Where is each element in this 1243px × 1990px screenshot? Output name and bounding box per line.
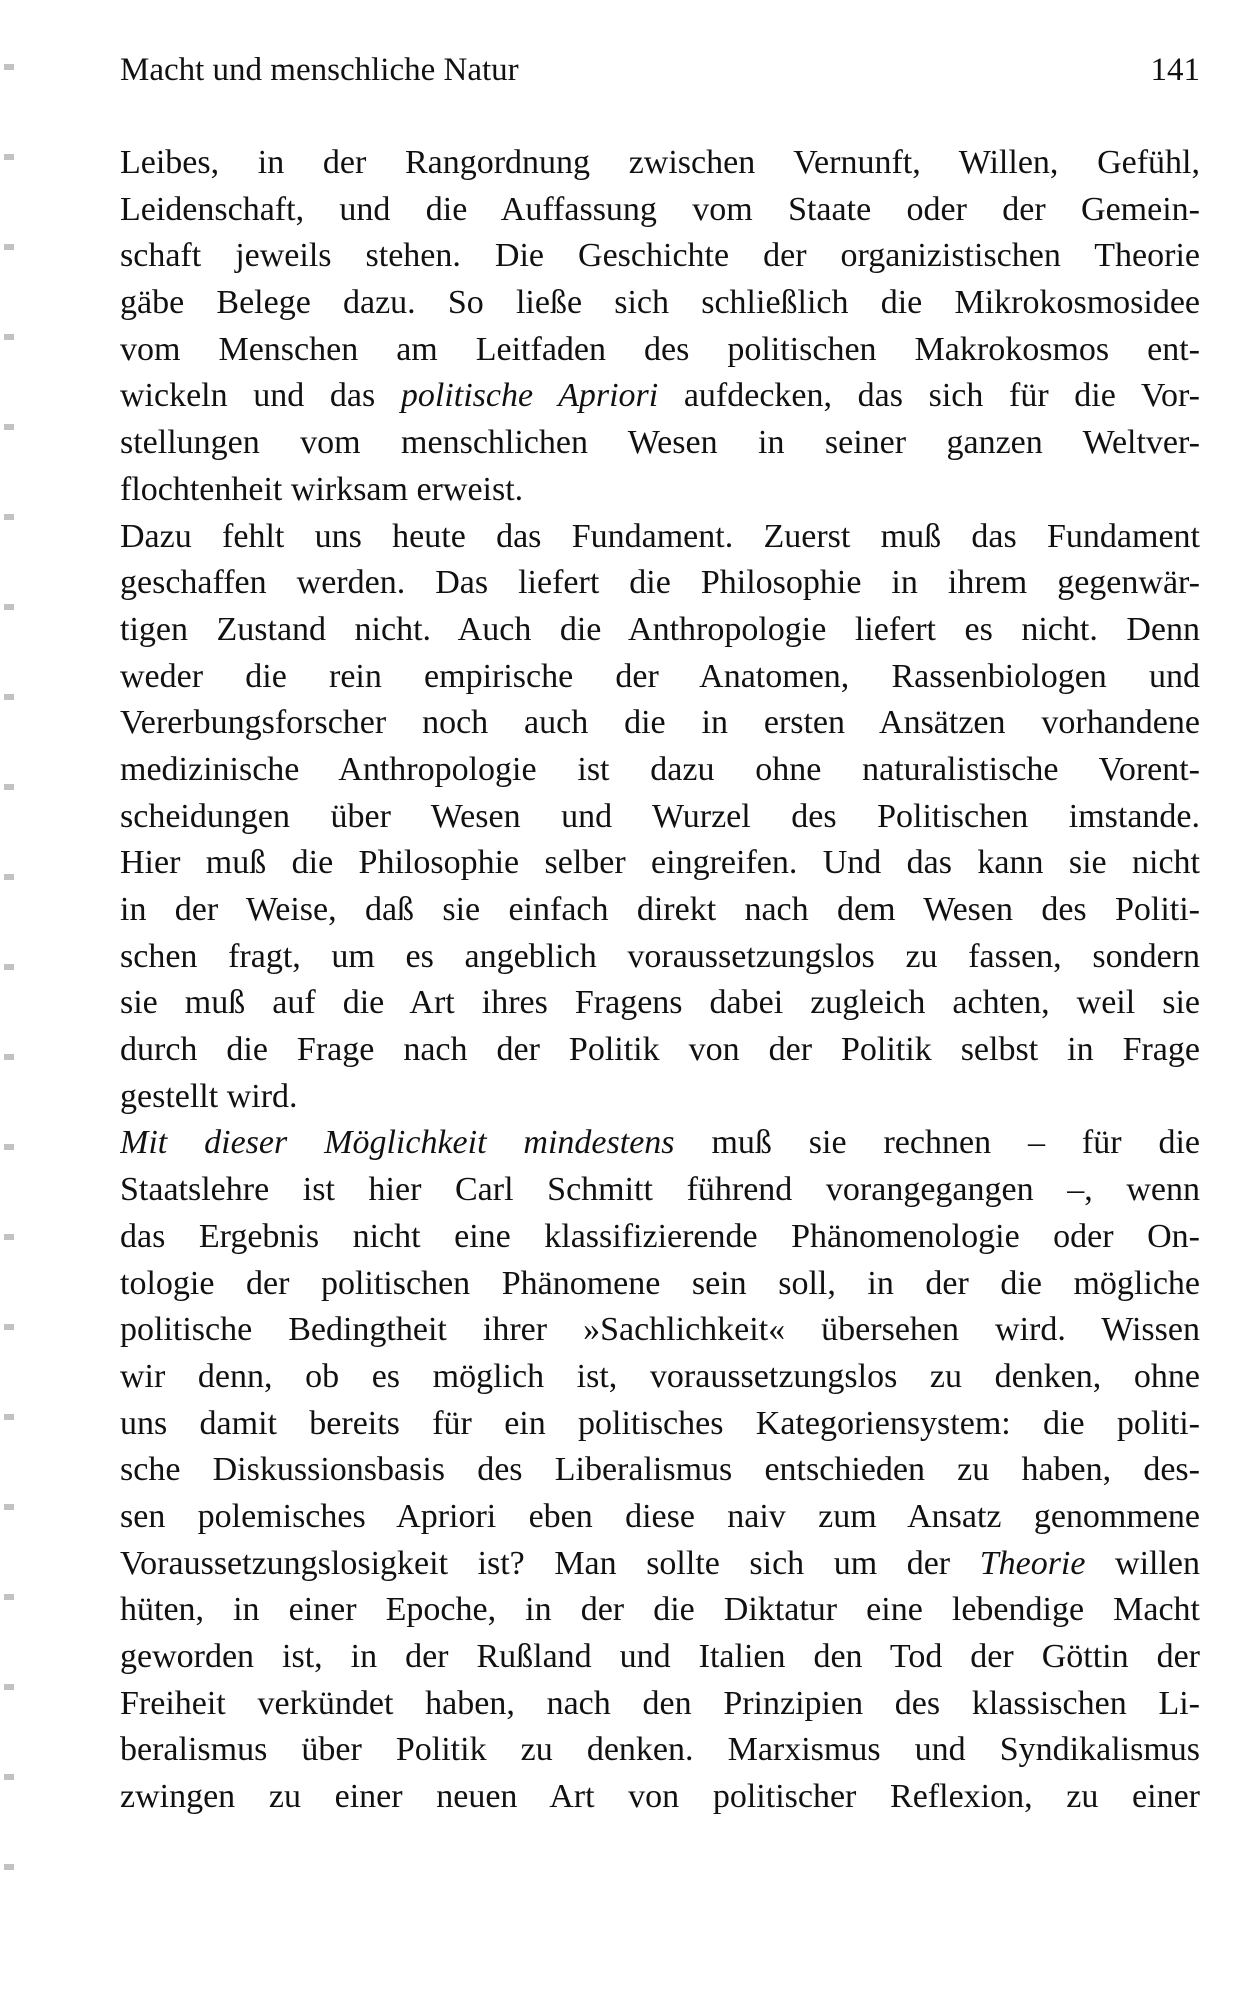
text-line: Staatslehre ist hier Carl Schmitt führend vorangegangen –, wenn	[120, 1171, 1200, 1209]
page-header	[120, 44, 1200, 96]
text-line	[120, 1541, 1200, 1588]
text-line: gäbe Belege dazu. So ließe sich schließlich die Mikrokosmosidee	[120, 284, 1200, 322]
emphasis-text: Mit dieser Möglichkeit mindestens	[120, 1124, 675, 1162]
text-line: zwingen zu einer neuen Art von politischer Reflexion, zu einer	[120, 1778, 1200, 1816]
text-line: Dazu fehlt uns heute das Fundament. Zuerst muß das Fundament	[120, 517, 1200, 555]
text-line: tigen Zustand nicht. Auch die Anthropologie liefert es nicht. Denn	[120, 610, 1200, 648]
page-number: 141	[1150, 52, 1200, 88]
text-segment: muß sie rechnen – für die	[674, 1124, 1200, 1162]
emphasis-text: politische Apriori	[400, 377, 659, 415]
text-line: Hier muß die Philosophie selber eingreifen. Und das kann sie nicht	[120, 844, 1200, 882]
text-line: geschaffen werden. Das liefert die Philosophie in ihrem gegenwär-	[120, 564, 1200, 602]
text-line: vom Menschen am Leitfaden des politischen Makrokosmos ent-	[120, 330, 1200, 368]
text-segment: wickeln und das	[120, 377, 401, 415]
text-line: wir denn, ob es möglich ist, voraussetzungslos zu denken, ohne	[120, 1357, 1200, 1395]
scan-margin-marks	[4, 30, 14, 1930]
text-line: schaft jeweils stehen. Die Geschichte der organizistischen Theorie	[120, 237, 1200, 275]
text-line: flochtenheit wirksam erweist.	[120, 470, 524, 508]
text-line: sche Diskussionsbasis des Liberalismus entschieden zu haben, des-	[120, 1451, 1200, 1489]
text-line: schen fragt, um es angeblich voraussetzungslos zu fassen, sondern	[120, 937, 1200, 975]
body-text	[120, 140, 1200, 1821]
text-line: beralismus über Politik zu denken. Marxismus und Syndikalismus	[120, 1731, 1200, 1769]
text-line: medizinische Anthropologie ist dazu ohne naturalistische Vorent-	[120, 750, 1200, 788]
text-segment: willen	[1085, 1544, 1200, 1582]
text-line: Freiheit verkündet haben, nach den Prinzipien des klassischen Li-	[120, 1684, 1200, 1722]
text-line	[120, 373, 1200, 420]
text-line: stellungen vom menschlichen Wesen in seiner ganzen Weltver-	[120, 424, 1200, 462]
running-head: Macht und menschliche Natur	[120, 52, 519, 88]
text-line: scheidungen über Wesen und Wurzel des Politischen imstande.	[120, 797, 1200, 835]
text-line: das Ergebnis nicht eine klassifizierende Phänomenologie oder On-	[120, 1217, 1200, 1255]
text-line: gestellt wird.	[120, 1077, 298, 1115]
text-line	[120, 1120, 1200, 1167]
text-line: durch die Frage nach der Politik von der Politik selbst in Frage	[120, 1031, 1200, 1069]
text-line: Leidenschaft, und die Auffassung vom Staate oder der Gemein-	[120, 190, 1200, 228]
text-line: geworden ist, in der Rußland und Italien den Tod der Göttin der	[120, 1638, 1200, 1675]
emphasis-text: Theorie	[979, 1544, 1086, 1582]
text-segment: Voraussetzungslosigkeit ist? Man sollte sich um der	[120, 1544, 980, 1582]
text-line: weder die rein empirische der Anatomen, Rassenbiologen und	[120, 657, 1200, 695]
text-line: Vererbungsforscher noch auch die in ersten Ansätzen vorhandene	[120, 704, 1200, 742]
text-segment: aufdecken, das sich für die Vor-	[658, 377, 1200, 415]
text-line: in der Weise, daß sie einfach direkt nach dem Wesen des Politi-	[120, 891, 1200, 928]
text-line: sie muß auf die Art ihres Fragens dabei zugleich achten, weil sie	[120, 984, 1200, 1022]
text-line: tologie der politischen Phänomene sein soll, in der die mögliche	[120, 1264, 1200, 1302]
text-line: Leibes, in der Rangordnung zwischen Vernunft, Willen, Gefühl,	[120, 144, 1200, 181]
text-line: sen polemisches Apriori eben diese naiv zum Ansatz genommene	[120, 1497, 1200, 1535]
text-line: hüten, in einer Epoche, in der die Diktatur eine lebendige Macht	[120, 1591, 1200, 1629]
text-line: politische Bedingtheit ihrer »Sachlichkeit« übersehen wird. Wissen	[120, 1311, 1200, 1349]
text-line: uns damit bereits für ein politisches Kategoriensystem: die politi-	[120, 1404, 1200, 1442]
